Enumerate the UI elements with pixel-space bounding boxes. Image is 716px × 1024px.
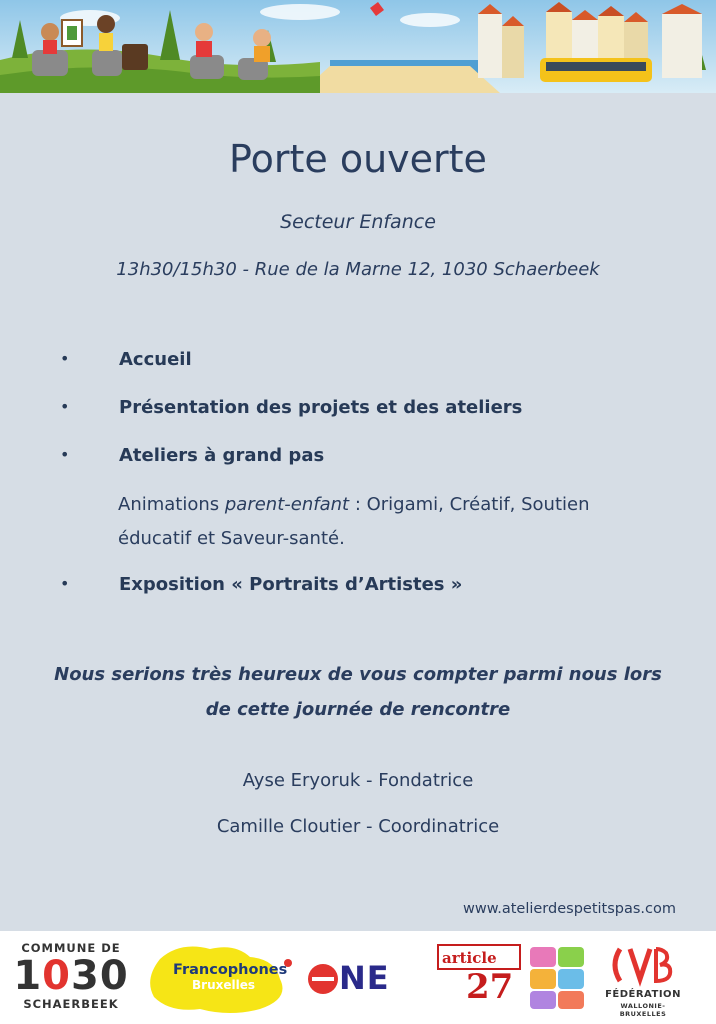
one-text: NE: [339, 959, 390, 997]
francophones-bruxelles-logo: [140, 939, 300, 1017]
commune-logo-number: 1030: [13, 953, 129, 999]
fwb-emblem-icon: [598, 941, 688, 987]
commune-schaerbeek-logo: [12, 941, 130, 1017]
animations-description: [118, 488, 678, 556]
program-item-label: Exposition « Portraits d’Artistes »: [119, 574, 463, 595]
animations-italic: parent-enfant: [224, 494, 350, 515]
header-banner-illustration: [0, 0, 716, 93]
commune-logo-top: COMMUNE DE: [21, 941, 121, 955]
sector-subtitle: Secteur Enfance: [280, 211, 436, 233]
puzzle-pieces-icon: [528, 943, 588, 1013]
program-item-label: Accueil: [119, 349, 192, 370]
easel: [62, 20, 82, 46]
sponsor-logos-footer: [0, 931, 716, 1024]
federation-wallonie-bruxelles-logo: [598, 941, 688, 1019]
federation-label: FÉDÉRATION: [605, 989, 681, 1000]
article27-word: article: [442, 949, 497, 967]
one-logo: [307, 959, 429, 995]
one-red-circle-icon: [307, 961, 339, 997]
bullet-icon: •: [60, 445, 70, 464]
page-title: Porte ouverte: [229, 137, 487, 181]
program-item-label: Présentation des projets et des ateliers: [119, 397, 523, 418]
bullet-icon: •: [60, 397, 70, 416]
signature-founder: Ayse Eryoruk - Fondatrice: [242, 770, 474, 791]
animations-line2: éducatif et Saveur-santé.: [118, 528, 345, 549]
invitation-line-1: Nous serions très heureux de vous compter parmi nous lors: [54, 664, 662, 685]
signature-coordinator: Camille Cloutier - Coordinatrice: [216, 816, 500, 837]
bruxelles-label: Bruxelles: [192, 978, 255, 992]
invitation-line-2: de cette journée de rencontre: [205, 699, 511, 720]
program-item-label: Ateliers à grand pas: [119, 445, 325, 466]
website-link[interactable]: www.atelierdespetitspas.com: [462, 901, 676, 917]
banner-scene: [0, 0, 716, 93]
article27-number: 27: [466, 967, 514, 1007]
wallonie-bruxelles-label: WALLONIE-BRUXELLES: [619, 1002, 667, 1018]
invitation-text: [40, 657, 676, 727]
tram: [540, 58, 652, 82]
bullet-icon: •: [60, 574, 70, 593]
animations-prefix: Animations: [118, 494, 225, 515]
commune-logo-bottom: SCHAERBEEK: [23, 997, 119, 1011]
flyer-content: [0, 93, 716, 931]
francophones-label: Francophones: [173, 962, 288, 978]
article27-logo: [436, 943, 522, 1015]
puzzle-logo: [528, 943, 588, 1013]
schedule-and-address: 13h30/15h30 - Rue de la Marne 12, 1030 Schaerbeek: [116, 259, 600, 280]
suitcase: [122, 44, 148, 70]
bullet-icon: •: [60, 349, 70, 368]
animations-rest: : Origami, Créatif, Soutien: [349, 494, 590, 515]
